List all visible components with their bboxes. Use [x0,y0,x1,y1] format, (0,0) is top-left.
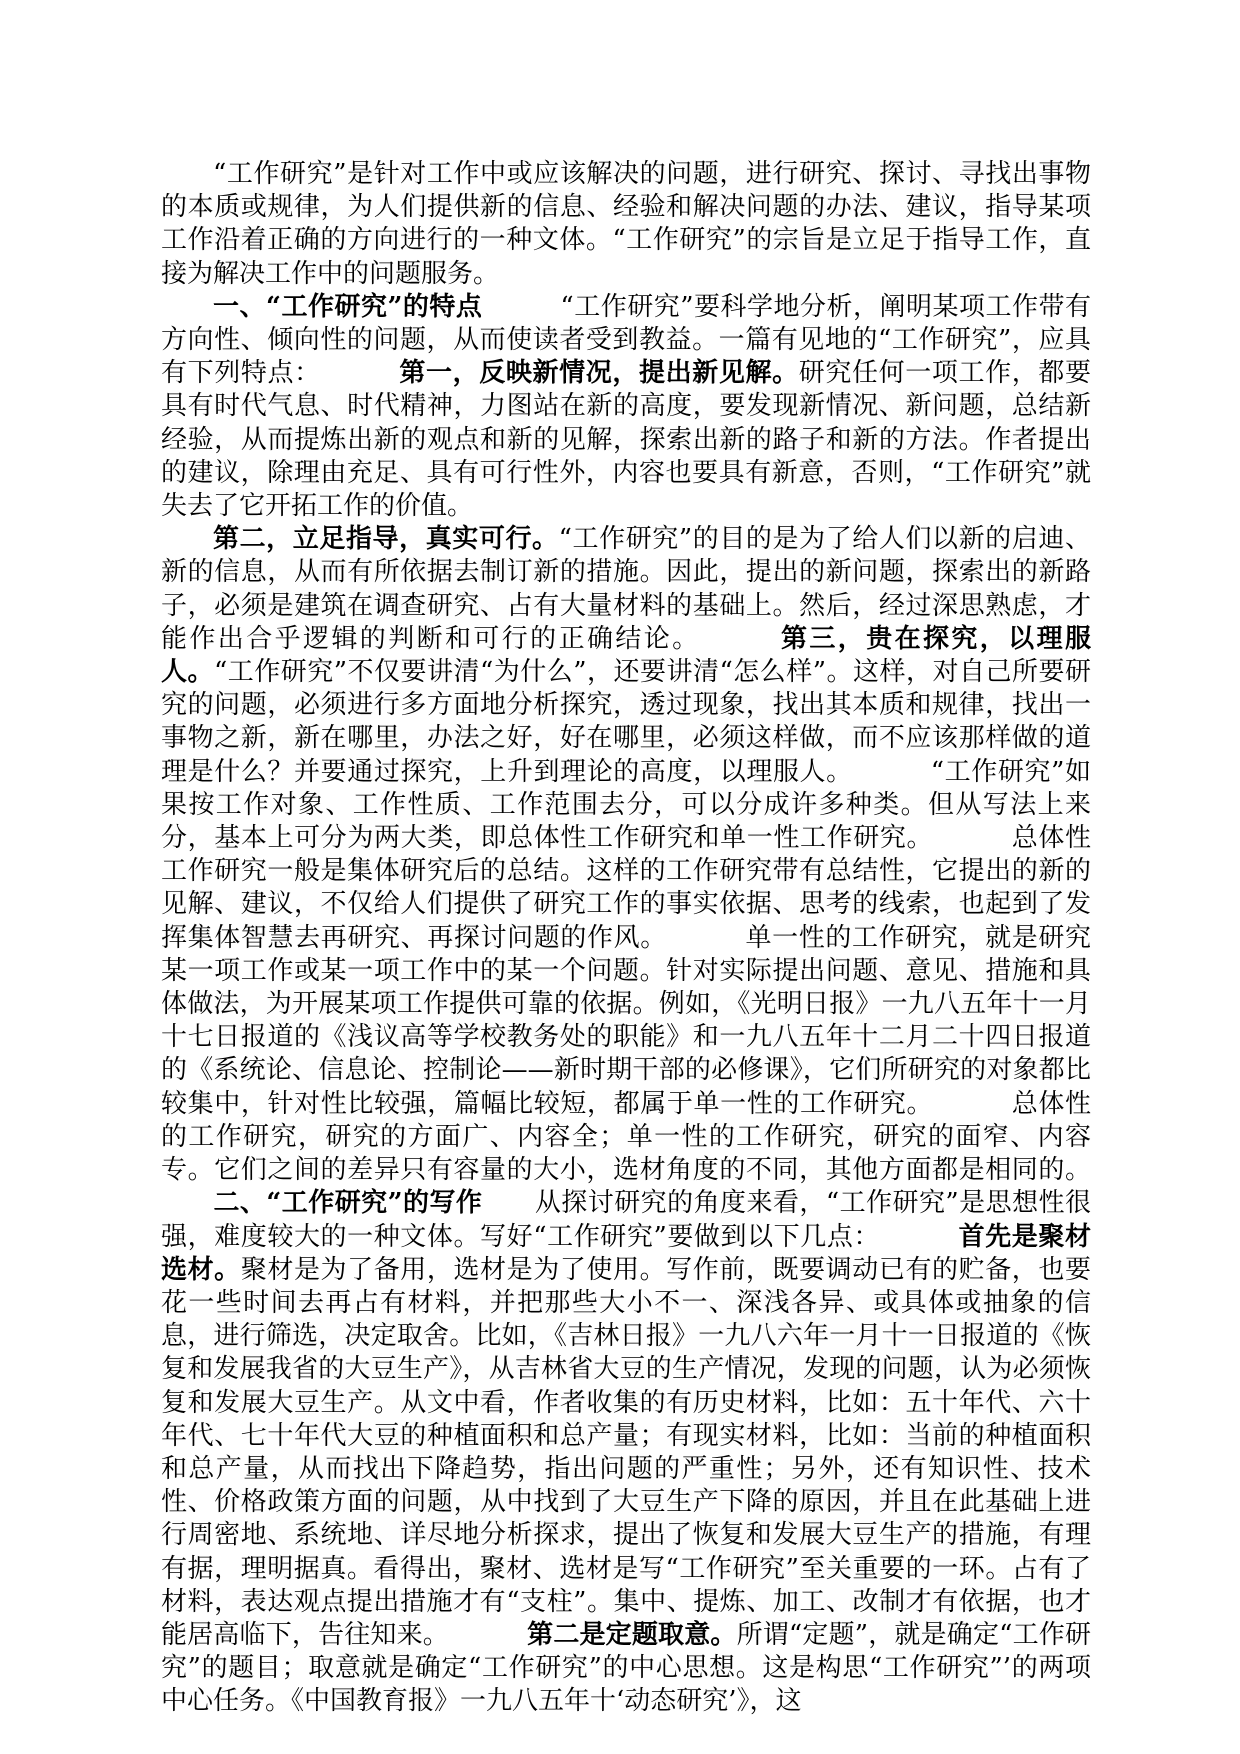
section-2-intro: 从探讨研究的角度来看，“工作研究”是思想性很强，难度较大的一种文体。写好“工作研究”要做到以下几点： [161,1188,1091,1252]
section-1-paragraph [161,291,1091,523]
feature-2-paragraph [161,523,1091,1718]
intro-text: “工作研究”是针对工作中或应该解决的问题，进行研究、探讨、寻找出事物的本质或规律，为人们提供新的信息、经验和解决问题的办法、建议，指导某项工作沿着正确的方向进行的一种文体。“工作研究”的宗旨是立足于指导工作，直接为解决工作中的问题服务。 [161,159,1091,289]
section-2-heading: 二、“工作研究”的写作 [213,1188,483,1219]
intro-paragraph [161,158,1091,291]
feature-3-heading: 第三，贵在探究，以理服人。 [161,623,1091,688]
classification-text: “工作研究”如果按工作对象、工作性质、工作范围去分，可以分成许多种类。但从写法上来分，基本上可分为两大类，即总体性工作研究和单一性工作研究。 [161,756,1091,854]
comparison-text: 总体性的工作研究，研究的方面广、内容全；单一性的工作研究，研究的面窄、内容专。它们之间的差异只有容量的大小，选材角度的不同，其他方面都是相同的。 [161,1088,1091,1186]
point-1-text: 聚材是为了备用，选材是为了使用。写作前，既要调动已有的贮备，也要花一些时间去再占有材料，并把那些大小不一、深浅各异、或具体或抽象的信息，进行筛选，决定取舍。比如，《吉林日报》一九八六年一月十一日报道的《恢复和发展我省的大豆生产》，从吉林省大豆的生产情况，发现的问题，认为必须恢复和发展大豆生产。从文中看，作者收集的有历史材料，比如：五十年代、六十年代、七十年代大豆的种植面积和总产量；有现实材料，比如：当前的种植面积和总产量，从而找出下降趋势，指出问题的严重性；另外，还有知识性、技术性、价格政策方面的问题，从中找到了大豆生产下降的原因，并且在此基础上进行周密地、系统地、详尽地分析探求，提出了恢复和发展大豆生产的措施，有理有据，理明据真。看得出，聚材、选材是写“工作研究”至关重要的一环。占有了材料，表达观点提出措施才有“支柱”。集中、提炼、加工、改制才有依据，也才能居高临下，告往知来。 [161,1254,1091,1650]
feature-1-heading: 第一，反映新情况，提出新见解。 [398,358,799,389]
point-1-heading: 首先是聚材选材。 [161,1221,1091,1285]
feature-1-text: 研究任何一项工作，都要具有时代气息、时代精神，力图站在新的高度，要发现新情况、新问题，总结新经验，从而提炼出新的观点和新的见解，探索出新的路子和新的方法。作者提出的建议，除理由充足、具有可行性外，内容也要具有新意，否则，“工作研究”就失去了它开拓工作的价值。 [161,358,1091,522]
feature-2-heading: 第二，立足指导，真实可行。 [213,524,559,555]
feature-3-text: “工作研究”不仅要讲清“为什么”，还要讲清“怎么样”。这样，对自己所要研究的问题，必须进行多方面地分析探究，透过现象，找出其本质和规律，找出一事物之新，新在哪里，办法之好，好在哪里，必须这样做，而不应该那样做的道理是什么？并要通过探究，上升到理论的高度，以理服人。 [161,657,1091,787]
single-research-text: 单一性的工作研究，就是研究某一项工作或某一项工作中的某一个问题。针对实际提出问题、意见、措施和具体做法，为开展某项工作提供可靠的依据。例如，《光明日报》一九八五年十一月十七日报道的《浅议高等学校教务处的职能》和一九八五年十二月二十四日报道的《系统论、信息论、控制论——新时期干部的必修课》，它们所研究的对象都比较集中，针对性比较强，篇幅比较短，都属于单一性的工作研究。 [161,922,1091,1119]
feature-2-text: “工作研究”的目的是为了给人们以新的启迪、新的信息，从而有所依据去制订新的措施。因此，提出的新问题，探索出的新路子，必须是建筑在调查研究、占有大量材料的基础上。然后，经过深思熟虑，才能作出合乎逻辑的判断和可行的正确结论。 [161,524,1091,654]
overall-research-text: 总体性工作研究一般是集体研究后的总结。这样的工作研究带有总结性，它提出的新的见解、建议，不仅给人们提供了研究工作的事实依据、思考的线索，也起到了发挥集体智慧去再研究、再探讨问题的作风。 [161,823,1091,953]
point-2-text: 所谓“定题”，就是确定“工作研究”的题目；取意就是确定“工作研究”的中心思想。这是构思“工作研究”’的两项中心任务。《中国教育报》一九八五年十‘动态研究’》，这 [161,1619,1091,1717]
section-1-heading: 一、“工作研究”的特点 [213,291,483,322]
document-page [161,158,1091,1719]
point-2-heading: 第二是定题取意。 [526,1619,737,1650]
section-1-intro: “工作研究”要科学地分析，阐明某项工作带有方向性、倾向性的问题，从而使读者受到教益。一篇有见地的“工作研究”，应具有下列特点： [161,291,1091,389]
